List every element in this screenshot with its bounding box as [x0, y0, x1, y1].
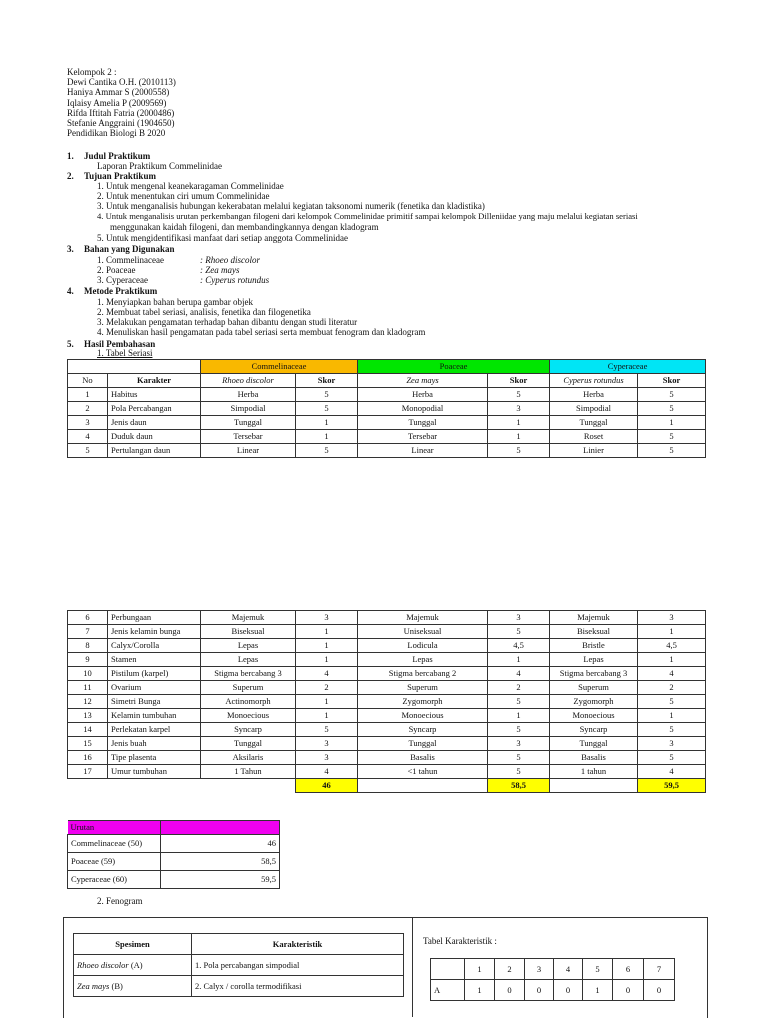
- material-family: 2. Poaceae: [97, 265, 136, 275]
- character-value: Basalis: [550, 751, 638, 765]
- row-number: 13: [68, 709, 108, 723]
- character-value: Stigma bercabang 3: [201, 667, 296, 681]
- score-cell: 5: [638, 430, 706, 444]
- character-name: Pertulangan daun: [108, 444, 201, 458]
- character-name: Simetri Bunga: [108, 695, 201, 709]
- character-value: Stigma bercabang 3: [550, 667, 638, 681]
- score-cell: 3: [638, 737, 706, 751]
- group-line: Pendidikan Biologi B 2020: [67, 128, 166, 139]
- character-value: Simpodial: [201, 402, 296, 416]
- group-line: Rifda Iftitah Fatria (2000486): [67, 107, 175, 118]
- score-cell: 2: [638, 681, 706, 695]
- total-cyperaceae: 59,5: [638, 779, 706, 793]
- character-value: Tunggal: [550, 737, 638, 751]
- char-col-header: 6: [613, 959, 644, 980]
- score-cell: 5: [296, 402, 358, 416]
- score-cell: 3: [296, 751, 358, 765]
- row-number: 6: [68, 611, 108, 625]
- character-value: Biseksual: [550, 625, 638, 639]
- score-cell: 5: [638, 751, 706, 765]
- score-cell: 1: [296, 625, 358, 639]
- character-value: Monoecious: [550, 709, 638, 723]
- score-cell: 3: [488, 611, 550, 625]
- seriasi-table-part1: [67, 359, 706, 458]
- section-1-title: 1. Judul Praktikum: [67, 151, 151, 161]
- character-value: Simpodial: [550, 402, 638, 416]
- row-number: 14: [68, 723, 108, 737]
- urutan-header: Urutan: [68, 821, 161, 835]
- character-name: Perbungaan: [108, 611, 201, 625]
- total-row: [68, 779, 706, 793]
- char-value: 0: [613, 980, 644, 1001]
- score-cell: 1: [488, 653, 550, 667]
- character-value: Superum: [201, 681, 296, 695]
- char-value: 0: [554, 980, 583, 1001]
- method-item: 4. Menuliskan hasil pengamatan pada tabel seriasi serta membuat fenogram dan kladogram: [97, 327, 426, 337]
- row-number: 16: [68, 751, 108, 765]
- column-header-row: [68, 374, 706, 388]
- objective-item: 1. Untuk mengenal keanekaragaman Commelinidae: [97, 181, 284, 191]
- char-value: 1: [583, 980, 613, 1001]
- character-name: Jenis buah: [108, 737, 201, 751]
- material-species: : Cyperus rotundus: [200, 275, 270, 285]
- character-value: Linier: [550, 444, 638, 458]
- character-value: Linear: [201, 444, 296, 458]
- score-cell: 1: [296, 416, 358, 430]
- section-3-title: 3. Bahan yang Digunakan: [67, 244, 175, 254]
- total-poaceae: 58,5: [488, 779, 550, 793]
- character-value: Herba: [550, 388, 638, 402]
- specimen-header-row: [74, 934, 404, 955]
- score-cell: 4: [296, 667, 358, 681]
- score-cell: 5: [638, 402, 706, 416]
- score-cell: 5: [488, 388, 550, 402]
- char-col-header: 5: [583, 959, 613, 980]
- score-cell: 4: [488, 667, 550, 681]
- score-cell: 5: [488, 723, 550, 737]
- col-skor: Skor: [638, 374, 706, 388]
- character-value: 1 Tahun: [201, 765, 296, 779]
- group-line: Dewi Cantika O.H. (2010113): [67, 77, 176, 88]
- score-cell: 3: [488, 737, 550, 751]
- score-cell: 1: [296, 430, 358, 444]
- col-skor: Skor: [296, 374, 358, 388]
- character-value: 1 tahun: [550, 765, 638, 779]
- character-value: Syncarp: [358, 723, 488, 737]
- character-value: Lepas: [201, 653, 296, 667]
- score-cell: 5: [638, 388, 706, 402]
- group-line: Haniya Ammar S (2000558): [67, 87, 170, 98]
- seriasi-row: [68, 611, 706, 625]
- material-family: 1. Commelinaceae: [97, 255, 164, 265]
- score-cell: 1: [638, 709, 706, 723]
- score-cell: 5: [488, 625, 550, 639]
- objective-item: 2. Untuk menentukan ciri umum Commelinidae: [97, 191, 270, 201]
- score-cell: 5: [488, 765, 550, 779]
- seriasi-row: [68, 751, 706, 765]
- family-header-row: [68, 360, 706, 374]
- row-number: 5: [68, 444, 108, 458]
- char-table: [430, 958, 675, 1001]
- seriasi-row: [68, 416, 706, 430]
- seriasi-row: [68, 765, 706, 779]
- char-value: 0: [495, 980, 525, 1001]
- col-species: Rhoeo discolor: [201, 374, 296, 388]
- section-5-title: 5. Hasil Pembahasan: [67, 339, 156, 349]
- character-value: Tunggal: [201, 737, 296, 751]
- character-value: Lepas: [358, 653, 488, 667]
- character-value: Monoecious: [358, 709, 488, 723]
- character-value: Zygomorph: [550, 695, 638, 709]
- character-value: Superum: [550, 681, 638, 695]
- score-cell: 5: [296, 723, 358, 737]
- material-family: 3. Cyperaceae: [97, 275, 148, 285]
- objective-item: 3. Untuk menganalisis hubungan kekerabatan melalui kegiatan taksonomi numerik (fenetika dan kladistika): [97, 201, 485, 211]
- seriasi-row: [68, 653, 706, 667]
- urutan-row: Commelinaceae (50) 46: [68, 835, 280, 853]
- seriasi-subtitle: 1. Tabel Seriasi: [97, 348, 153, 358]
- score-cell: 2: [488, 681, 550, 695]
- character-value: Biseksual: [201, 625, 296, 639]
- character-value: Actinomorph: [201, 695, 296, 709]
- total-commelinaceae: 46: [296, 779, 358, 793]
- character-value: Syncarp: [201, 723, 296, 737]
- score-cell: 3: [638, 611, 706, 625]
- character-value: Lepas: [201, 639, 296, 653]
- score-cell: 1: [638, 625, 706, 639]
- character-value: Majemuk: [201, 611, 296, 625]
- character-name: Tipe plasenta: [108, 751, 201, 765]
- character-value: Tunggal: [358, 416, 488, 430]
- seriasi-row: [68, 737, 706, 751]
- character-value: Tersebar: [201, 430, 296, 444]
- specimen-table: [73, 933, 404, 997]
- fenogram-label: 2. Fenogram: [97, 896, 143, 906]
- material-species: : Zea mays: [200, 265, 240, 275]
- character-name: Habitus: [108, 388, 201, 402]
- character-name: Jenis kelamin bunga: [108, 625, 201, 639]
- col-species: Zea mays: [358, 374, 488, 388]
- character-value: Roset: [550, 430, 638, 444]
- score-cell: 1: [638, 416, 706, 430]
- score-cell: 5: [296, 444, 358, 458]
- char-col-header: 2: [495, 959, 525, 980]
- score-cell: 5: [488, 751, 550, 765]
- character-value: Uniseksual: [358, 625, 488, 639]
- character-value: Superum: [358, 681, 488, 695]
- urutan-row: Cyperaceae (60) 59,5: [68, 871, 280, 889]
- character-name: Pistilum (karpel): [108, 667, 201, 681]
- character-value: Majemuk: [358, 611, 488, 625]
- char-value: 1: [465, 980, 495, 1001]
- character-value: Monopodial: [358, 402, 488, 416]
- character-value: Syncarp: [550, 723, 638, 737]
- character-value: Monoecious: [201, 709, 296, 723]
- character-value: Zygomorph: [358, 695, 488, 709]
- family-cyperaceae: Cyperaceae: [550, 360, 706, 374]
- character-value: Linear: [358, 444, 488, 458]
- char-header-row: [431, 959, 675, 980]
- objective-item: 5. Untuk mengidentifikasi manfaat dari setiap anggota Commelinidae: [97, 233, 348, 243]
- col-spesimen: Spesimen: [74, 934, 192, 955]
- character-value: Majemuk: [550, 611, 638, 625]
- seriasi-row: [68, 667, 706, 681]
- seriasi-row: [68, 625, 706, 639]
- seriasi-row: [68, 639, 706, 653]
- score-cell: 4: [638, 667, 706, 681]
- score-cell: 3: [296, 737, 358, 751]
- character-name: Duduk daun: [108, 430, 201, 444]
- character-value: Bristle: [550, 639, 638, 653]
- char-row-label: A: [431, 980, 465, 1001]
- seriasi-row: [68, 709, 706, 723]
- char-value: 0: [525, 980, 554, 1001]
- character-value: Tunggal: [201, 416, 296, 430]
- objective-item: 4. Untuk menganalisis urutan perkembangan filogeni dari kelompok Commelinidae primitif sampai kelompok Dilleniidae yang maju melalui kegiatan seriasi: [97, 211, 638, 221]
- family-commelinaceae: Commelinaceae: [201, 360, 358, 374]
- character-name: Stamen: [108, 653, 201, 667]
- group-line: Kelompok 2 :: [67, 67, 117, 77]
- score-cell: 4: [638, 765, 706, 779]
- row-number: 3: [68, 416, 108, 430]
- group-info: [67, 67, 176, 138]
- character-name: Jenis daun: [108, 416, 201, 430]
- family-poaceae: Poaceae: [358, 360, 550, 374]
- character-name: Kelamin tumbuhan: [108, 709, 201, 723]
- seriasi-row: [68, 388, 706, 402]
- character-value: Tersebar: [358, 430, 488, 444]
- character-value: Tunggal: [550, 416, 638, 430]
- row-number: 17: [68, 765, 108, 779]
- score-cell: 1: [638, 653, 706, 667]
- row-number: 4: [68, 430, 108, 444]
- score-cell: 1: [488, 430, 550, 444]
- row-number: 12: [68, 695, 108, 709]
- char-col-header: 4: [554, 959, 583, 980]
- score-cell: 3: [296, 611, 358, 625]
- score-cell: 1: [296, 695, 358, 709]
- score-cell: 1: [488, 416, 550, 430]
- char-col-header: 7: [644, 959, 675, 980]
- score-cell: 1: [296, 639, 358, 653]
- method-item: 1. Menyiapkan bahan berupa gambar objek: [97, 297, 253, 307]
- score-cell: 5: [488, 695, 550, 709]
- character-name: Perlekatan karpel: [108, 723, 201, 737]
- col-species: Cyperus rotundus: [550, 374, 638, 388]
- section-2-title: 2. Tujuan Praktikum: [67, 171, 156, 181]
- col-skor: Skor: [488, 374, 550, 388]
- char-col-header: 1: [465, 959, 495, 980]
- score-cell: 4: [296, 765, 358, 779]
- character-value: Lepas: [550, 653, 638, 667]
- score-cell: 5: [638, 723, 706, 737]
- row-number: 10: [68, 667, 108, 681]
- section-4-title: 4. Metode Praktikum: [67, 286, 158, 296]
- character-name: Calyx/Corolla: [108, 639, 201, 653]
- character-value: Stigma bercabang 2: [358, 667, 488, 681]
- char-value: 0: [644, 980, 675, 1001]
- urutan-table: [67, 820, 280, 889]
- row-number: 7: [68, 625, 108, 639]
- score-cell: 5: [296, 388, 358, 402]
- char-table-title: Tabel Karakteristik :: [423, 936, 497, 946]
- row-number: 1: [68, 388, 108, 402]
- row-number: 11: [68, 681, 108, 695]
- character-name: Pola Percabangan: [108, 402, 201, 416]
- score-cell: 1: [296, 709, 358, 723]
- score-cell: 1: [488, 709, 550, 723]
- character-name: Ovarium: [108, 681, 201, 695]
- group-line: Iqlaisy Amelia P (2009569): [67, 97, 167, 108]
- seriasi-row: [68, 695, 706, 709]
- character-value: Aksilaris: [201, 751, 296, 765]
- specimen-row: Rhoeo discolor (A) 1. Pola percabangan simpodial: [74, 955, 404, 976]
- objective-item-cont: menggunakan kaidah filogeni, dan membandingkannya dengan kladogram: [110, 222, 379, 232]
- char-row: [431, 980, 675, 1001]
- row-number: 8: [68, 639, 108, 653]
- seriasi-row: [68, 723, 706, 737]
- row-number: 2: [68, 402, 108, 416]
- score-cell: 3: [488, 402, 550, 416]
- urutan-header-row: [68, 821, 280, 835]
- material-species: : Rhoeo discolor: [200, 255, 260, 265]
- char-col-header: [431, 959, 465, 980]
- score-cell: 5: [638, 695, 706, 709]
- urutan-row: Poaceae (59) 58,5: [68, 853, 280, 871]
- score-cell: 2: [296, 681, 358, 695]
- character-value: <1 tahun: [358, 765, 488, 779]
- seriasi-row: [68, 430, 706, 444]
- character-name: Umur tumbuhan: [108, 765, 201, 779]
- fenogram-divider: [412, 917, 413, 1017]
- row-number: 15: [68, 737, 108, 751]
- col-no: No: [68, 374, 108, 388]
- score-cell: 4,5: [638, 639, 706, 653]
- seriasi-row: [68, 681, 706, 695]
- method-item: 2. Membuat tabel seriasi, analisis, fenetika dan filogenetika: [97, 307, 311, 317]
- score-cell: 5: [488, 444, 550, 458]
- character-value: Basalis: [358, 751, 488, 765]
- group-line: Stefanie Anggraini (1904650): [67, 118, 175, 129]
- seriasi-row: [68, 402, 706, 416]
- character-value: Lodicula: [358, 639, 488, 653]
- col-karakter: Karakter: [108, 374, 201, 388]
- section-1-body: Laporan Praktikum Commelinidae: [97, 161, 222, 171]
- score-cell: 5: [638, 444, 706, 458]
- char-col-header: 3: [525, 959, 554, 980]
- method-item: 3. Melakukan pengamatan terhadap bahan dibantu dengan studi literatur: [97, 317, 358, 327]
- character-value: Herba: [201, 388, 296, 402]
- specimen-row: Zea mays (B) 2. Calyx / corolla termodifikasi: [74, 976, 404, 997]
- seriasi-table-part2: [67, 610, 706, 793]
- seriasi-row: [68, 444, 706, 458]
- score-cell: 1: [296, 653, 358, 667]
- character-value: Tunggal: [358, 737, 488, 751]
- col-karakteristik: Karakteristik: [192, 934, 404, 955]
- score-cell: 4,5: [488, 639, 550, 653]
- character-value: Herba: [358, 388, 488, 402]
- row-number: 9: [68, 653, 108, 667]
